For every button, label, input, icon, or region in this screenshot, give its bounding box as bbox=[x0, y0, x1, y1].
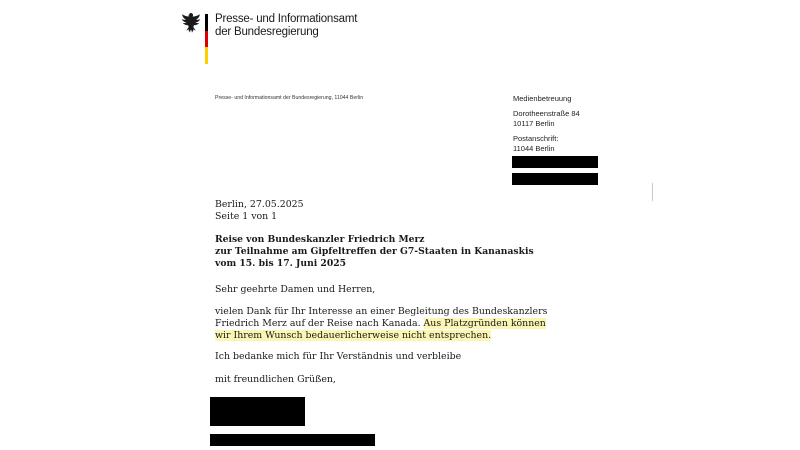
salutation: Sehr geehrte Damen und Herren, bbox=[215, 284, 376, 295]
subject-line: Reise von Bundeskanzler Friedrich Merz bbox=[215, 234, 425, 245]
scan-mark bbox=[652, 183, 653, 201]
body-paragraph bbox=[215, 306, 547, 342]
organisation-name-line2: der Bundesregierung bbox=[215, 26, 319, 38]
redaction-bar bbox=[512, 173, 598, 185]
contact-city: 10117 Berlin bbox=[513, 119, 555, 128]
highlighted-text: Aus Platzgründen können bbox=[423, 318, 546, 329]
organisation-name bbox=[215, 13, 357, 39]
page-number: Seite 1 von 1 bbox=[215, 211, 278, 222]
subject-line: zur Teilnahme am Gipfeltreffen der G7-Staaten in Kananaskis bbox=[215, 246, 534, 257]
contact-department: Medienbetreuung bbox=[513, 94, 572, 103]
subject bbox=[215, 234, 534, 270]
postal-city: 11044 Berlin bbox=[513, 144, 555, 153]
body-line bbox=[215, 318, 547, 330]
contact-street: Dorotheenstraße 84 bbox=[513, 109, 580, 118]
place-date: Berlin, 27.05.2025 bbox=[215, 199, 304, 210]
body-line bbox=[215, 330, 547, 342]
redaction-bar bbox=[512, 156, 598, 168]
postal-label: Postanschrift: bbox=[513, 134, 559, 143]
body-line: vielen Dank für Ihr Interesse an einer Begleitung des Bundeskanzlers bbox=[215, 306, 548, 317]
german-flag-bar bbox=[205, 14, 208, 64]
signature-redaction bbox=[210, 397, 305, 426]
date-block bbox=[215, 199, 304, 223]
federal-eagle-icon bbox=[181, 12, 201, 34]
body-text: Friedrich Merz auf der Reise nach Kanada. bbox=[215, 318, 424, 329]
subject-line: vom 15. bis 17. Juni 2025 bbox=[215, 258, 347, 269]
closing: mit freundlichen Grüßen, bbox=[215, 374, 336, 385]
thanks-line: Ich bedanke mich für Ihr Verständnis und verbleibe bbox=[215, 351, 462, 362]
organisation-name-line1: Presse- und Informationsamt bbox=[215, 13, 358, 25]
sender-return-address: Presse- und Informationsamt der Bundesregierung, 11044 Berlin bbox=[215, 95, 364, 101]
highlighted-text: wir Ihrem Wunsch bedauerlicherweise nicht entsprechen. bbox=[215, 330, 492, 341]
name-redaction bbox=[210, 434, 375, 446]
contact-info bbox=[513, 94, 580, 154]
